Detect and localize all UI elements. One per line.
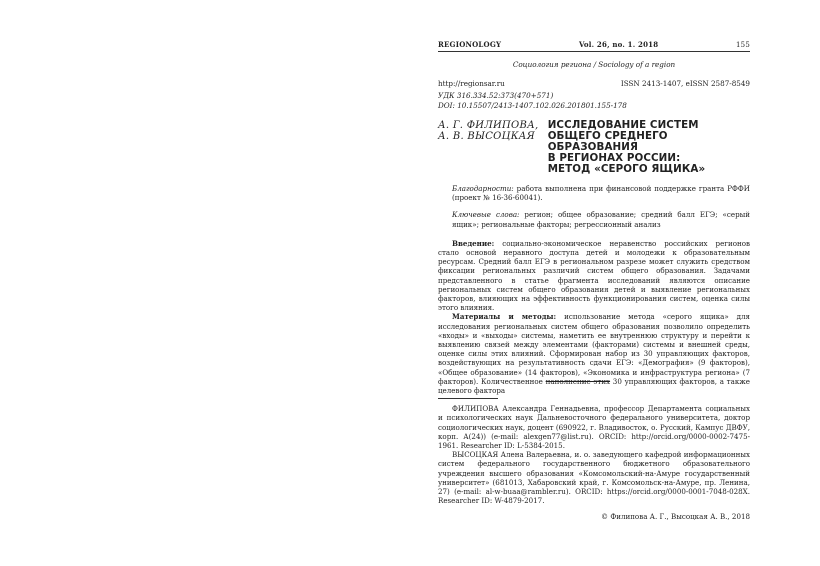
footnote-author-2: ВЫСОЦКАЯ Алена Валерьевна, и. о. заведующего кафедрой информационных систем федерального государственного бюджетного образовательного учреждения высшего образования «Комсомольский-на-Амуре государственный университет» (681013, Хабаровский край, г. Комсомольск-на-Амуре, пр. Ленина, 27) (e-mail: al-w-buaa@rambler.ru). ORCID: https://orcid.org/0000-0001-7048-028X. Researcher ID: W-4879-2017. [438,450,750,506]
udk: УДК 316.334.52:373(470+571) [438,91,554,100]
title-line: В РЕГИОНАХ РОССИИ: [547,152,681,164]
doi[interactable]: DOI: 10.15507/2413-1407.102.026.201801.155-178 [438,101,627,110]
author-1: А. Г. ФИЛИПОВА, [438,120,539,131]
issn: ISSN 2413-1407, eISSN 2587-8549 [620,79,750,88]
methods-text-end: 30 управляющих факторов, а также целевого фактора [438,376,750,396]
copyright: © Филипова А. Г., Высоцкая А. В., 2018 [601,511,750,521]
footnote-author-1: ФИЛИПОВА Александра Геннадьевна, профессор Департамента социальных и психологических наук Дальневосточного федерального университета, доктор социологических наук, доцент (690922, г. Владивосток, о. Русский, Кампус ДВФУ, корп. А(24)) (e-mail: alexgen77@list.ru). ORCID: http://orcid.org/0000-0002-7475-1961. Researcher ID: L-5384-2015. [438,404,750,451]
title-line: ОБЩЕГО СРЕДНЕГО ОБРАЗОВАНИЯ [547,130,668,153]
abstract-introduction [438,239,750,313]
acknowledgement-label: Благодарности: [452,184,514,193]
title-line: ИССЛЕДОВАНИЕ СИСТЕМ [547,119,699,131]
methods-label: Материалы и методы: [452,312,557,322]
journal-url[interactable]: http://regionsar.ru [438,79,505,88]
header-journal: REGIONOLOGY [438,40,502,49]
intro-text: социально-экономическое неравенство российских регионов стало основой неравного доступа детей и молодежи к образовательным ресурсам. Средний балл ЕГЭ в региональном разрезе может служить средством фиксации региональных различий систем общего образования. Задачами представленного в статье фрагмента исследований являются описание региональных систем общего образования детей и выявление региональных факторов, влияющих на эффективность функционирования систем, оценка силы этого влияния. [438,238,750,313]
keywords-text: регион; общее образование; средний балл ЕГЭ; «серый ящик»; региональные факторы; регрессионный анализ [452,210,750,229]
article-title [548,120,750,175]
author-2: А. В. ВЫСОЦКАЯ [438,131,535,142]
keywords [438,210,750,228]
journal-name: Социология региона / Sociology of a region [512,60,676,69]
acknowledgement-text: работа выполнена при финансовой поддержке гранта РФФИ (проект № 16-36-60041). [452,184,750,203]
acknowledgement [438,184,750,202]
footnote-divider [438,398,498,399]
running-header [438,40,750,52]
title-block [438,120,750,175]
authors [438,120,548,175]
article-page [438,40,750,521]
keywords-label: Ключевые слова: [452,210,520,220]
page-number: 155 [736,41,750,49]
udk-doi [438,91,750,111]
header-volume: Vol. 26, no. 1. 2018 [578,40,659,49]
methods-text: использование метода «серого ящика» для исследования региональных систем общего образования позволило определить «входы» и «выходы» системы, наметить ее внутреннюю структуру и перейти к выявлению связей между элементами (факторами) системы и внешней среды, оценке силы этих влияний. Сформирован набор из 30 управляющих факторов, воздействующих на результативность сдачи ЕГЭ: «Демография» (9 факторов), «Общее образование» (14 факторов), «Экономика и инфраструктура региона» (7 факторов). Количественное [438,312,750,386]
abstract-methods [438,312,750,395]
url-issn-row [438,79,750,88]
intro-label: Введение: [452,238,495,248]
methods-struck-text: наполнение этих [545,376,611,386]
title-line: МЕТОД «СЕРОГО ЯЩИКА» [547,163,706,175]
